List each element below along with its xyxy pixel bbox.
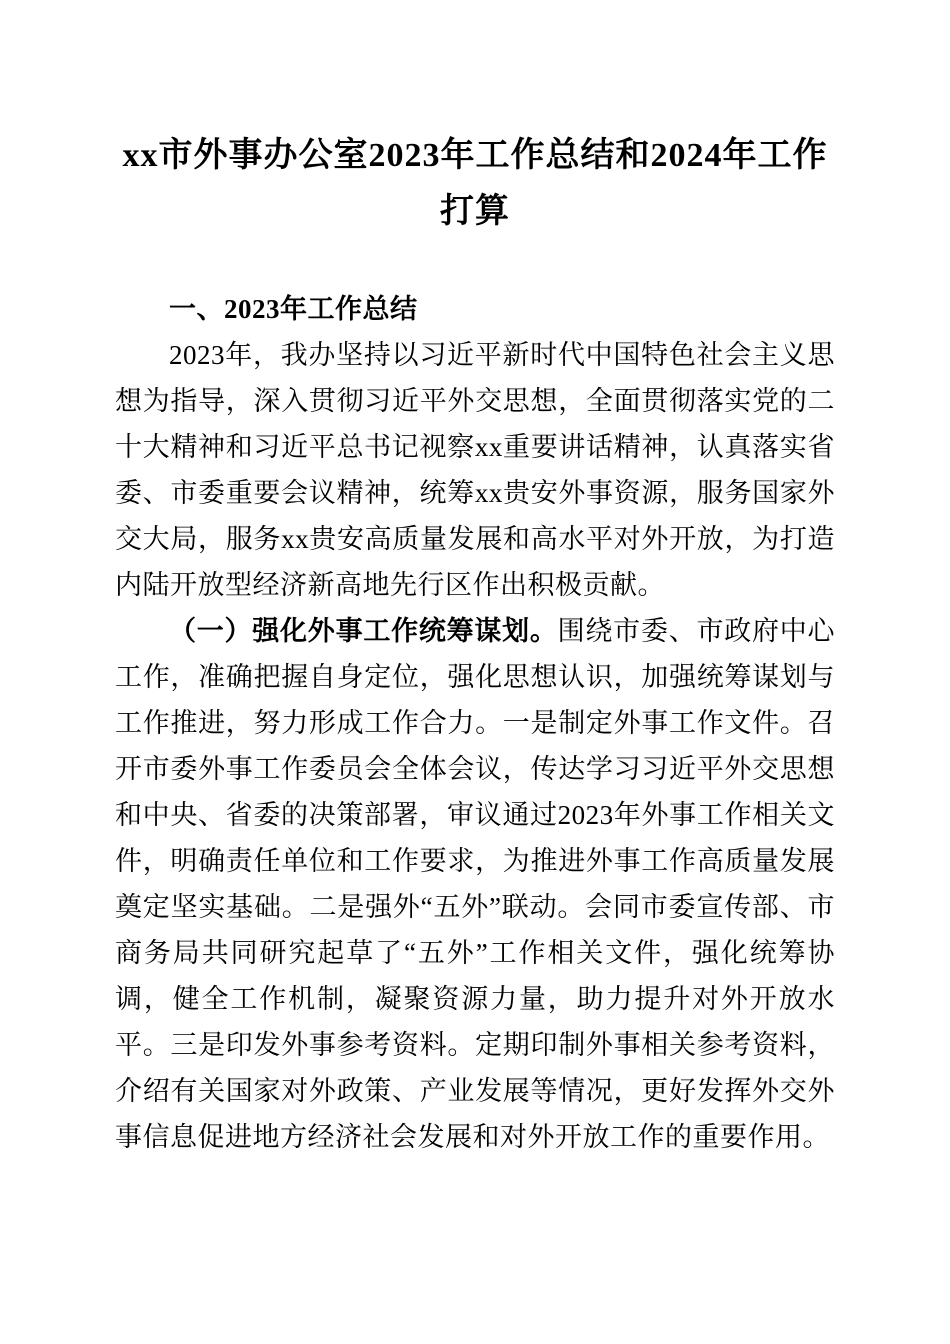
document-title: xx市外事办公室2023年工作总结和2024年工作打算 xyxy=(122,137,828,230)
paragraph-text: 围绕市委、市政府中心工作，准确把握自身定位，强化思想认识，加强统筹谋划与工作推进，努力形成工作合力。一是制定外事工作文件。召开市委外事工作委员会全体会议，传达学习习近平外交思想和中央、省委的决策部署，审议通过2023年外事工作相关文件，明确责任单位和工作要求，为推进外事工作高质量发展奠定坚实基础。二是强外“五外”联动。会同市委宣传部、市商务局共同研究起草了“五外”工作相关文件，强化统筹协调，健全工作机制，凝聚资源力量，助力提升对外开放水平。三是印发外事参考资料。定期印制外事相关参考资料，介绍有关国家对外政策、产业发展等情况，更好发挥外交外事信息促进地方经济社会发展和对外开放工作的重要作用。 xyxy=(115,616,836,1152)
section-heading: 一、2023年工作总结 xyxy=(169,294,418,324)
paragraph-lead: （一）强化外事工作统筹谋划。 xyxy=(169,616,558,646)
paragraph xyxy=(115,608,835,1160)
paragraph xyxy=(115,332,835,608)
paragraph-text: 2023年，我办坚持以习近平新时代中国特色社会主义思想为指导，深入贯彻习近平外交思想，全面贯彻落实党的二十大精神和习近平总书记视察xx重要讲话精神，认真落实省委、市委重要会议精神，统筹xx贵安外事资源，服务国家外交大局，服务xx贵安高质量发展和高水平对外开放，为打造内陆开放型经济新高地先行区作出积极贡献。 xyxy=(115,340,835,600)
